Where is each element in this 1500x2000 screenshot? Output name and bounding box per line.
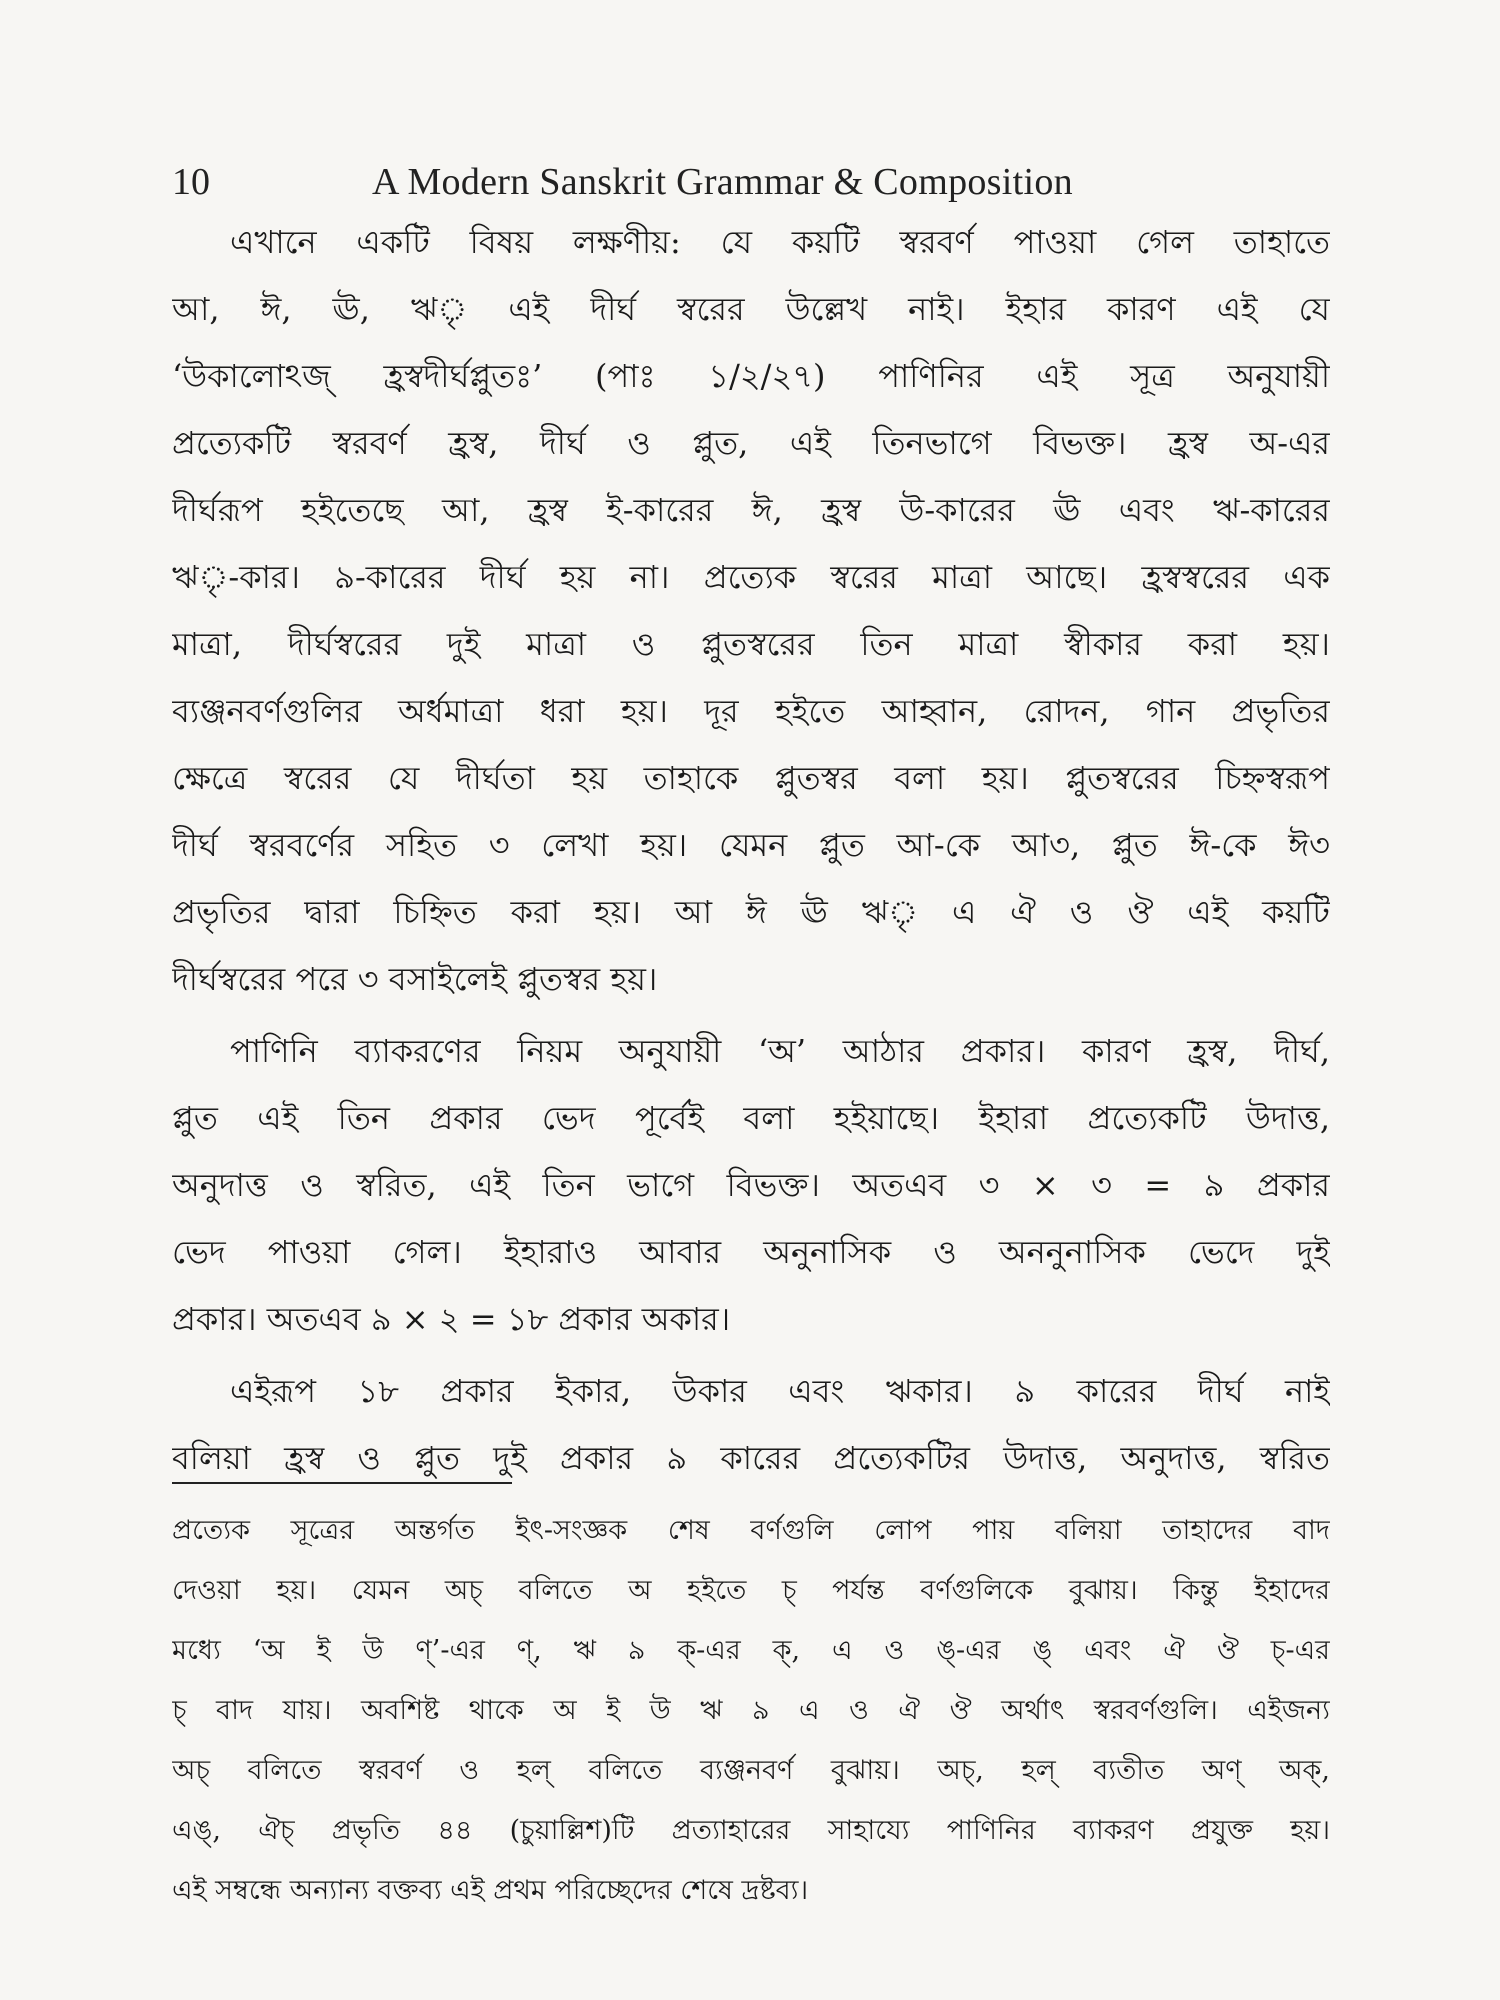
footnote-line: চ্ বাদ যায়। অবশিষ্ট থাকে অ ই উ ঋ ৯ এ ও ঐ ঔ অর্থাৎ স্বরবর্ণগুলি। এইজন্য <box>172 1695 1330 1726</box>
body-line: ব্যঞ্জনবর্ণগুলির অর্ধমাত্রা ধরা হয়। দূর হইতে আহ্বান, রোদন, গান প্রভৃতির <box>172 692 1330 730</box>
body-line: দীর্ঘ স্বরবর্ণের সহিত ৩ লেখা হয়। যেমন প্লুত আ-কে আ৩, প্লুত ঈ-কে ঈ৩ <box>172 826 1330 864</box>
body-line: এখানে একটি বিষয় লক্ষণীয়: যে কয়টি স্বরবর্ণ পাওয়া গেল তাহাতে <box>230 223 1330 261</box>
body-line: ‘উকালোঽজ্ হ্রস্বদীর্ঘপ্লুতঃ’ (পাঃ ১/২/২৭) পাণিনির এই সূত্র অনুযায়ী <box>172 357 1330 395</box>
body-line: ভেদ পাওয়া গেল। ইহারাও আবার অনুনাসিক ও অননুনাসিক ভেদে দুই <box>172 1233 1330 1271</box>
book-title: A Modern Sanskrit Grammar & Composition <box>372 161 1073 203</box>
body-line: প্রকার। অতএব ৯ × ২ = ১৮ প্রকার অকার। <box>172 1300 731 1338</box>
body-line: বলিয়া হ্রস্ব ও প্লুত দুই প্রকার ৯ কারের প্রত্যেকটির উদাত্ত, অনুদাত্ত, স্বরিত <box>172 1439 1330 1477</box>
body-line: দীর্ঘস্বরের পরে ৩ বসাইলেই প্লুতস্বর হয়। <box>172 960 658 998</box>
body-line: ঋৃ-কার। ৯-কারের দীর্ঘ হয় না। প্রত্যেক স্বরের মাত্রা আছে। হ্রস্বস্বরের এক <box>172 558 1330 596</box>
footnote-line: অচ্ বলিতে স্বরবর্ণ ও হল্ বলিতে ব্যঞ্জনবর্ণ বুঝায়। অচ্, হল্ ব্যতীত অণ্ অক্, <box>172 1755 1330 1786</box>
body-line: পাণিনি ব্যাকরণের নিয়ম অনুযায়ী ‘অ’ আঠার প্রকার। কারণ হ্রস্ব, দীর্ঘ, <box>230 1032 1330 1070</box>
page-number: 10 <box>172 161 210 203</box>
body-line: প্রত্যেকটি স্বরবর্ণ হ্রস্ব, দীর্ঘ ও প্লুত, এই তিনভাগে বিভক্ত। হ্রস্ব অ-এর <box>172 424 1330 462</box>
body-line: দীর্ঘরূপ হইতেছে আ, হ্রস্ব ই-কারের ঈ, হ্রস্ব উ-কারের ঊ এবং ঋ-কারের <box>172 491 1330 529</box>
footnote-rule <box>172 1482 512 1484</box>
body-line: আ, ঈ, ঊ, ঋৃ এই দীর্ঘ স্বরের উল্লেখ নাই। ইহার কারণ এই যে <box>172 290 1330 328</box>
body-line: মাত্রা, দীর্ঘস্বরের দুই মাত্রা ও প্লুতস্বরের তিন মাত্রা স্বীকার করা হয়। <box>172 625 1330 663</box>
body-line: প্লুত এই তিন প্রকার ভেদ পূর্বেই বলা হইয়াছে। ইহারা প্রত্যেকটি উদাত্ত, <box>172 1099 1330 1137</box>
footnote-line: এঙ্, ঐচ্ প্রভৃতি ৪৪ (চুয়াল্লিশ)টি প্রত্যাহারের সাহায্যে পাণিনির ব্যাকরণ প্রযুক্ত হয়। <box>172 1815 1330 1846</box>
body-line: অনুদাত্ত ও স্বরিত, এই তিন ভাগে বিভক্ত। অতএব ৩ × ৩ = ৯ প্রকার <box>172 1166 1330 1204</box>
body-line: প্রভৃতির দ্বারা চিহ্নিত করা হয়। আ ঈ ঊ ঋৃ এ ঐ ও ঔ এই কয়টি <box>172 893 1330 931</box>
footnote-line: প্রত্যেক সূত্রের অন্তর্গত ইৎ-সংজ্ঞক শেষ বর্ণগুলি লোপ পায় বলিয়া তাহাদের বাদ <box>172 1515 1330 1546</box>
running-header <box>172 160 1172 204</box>
footnote-line: এই সম্বন্ধে অন্যান্য বক্তব্য এই প্রথম পরিচ্ছেদের শেষে দ্রষ্টব্য। <box>172 1875 809 1906</box>
body-line: ক্ষেত্রে স্বরের যে দীর্ঘতা হয় তাহাকে প্লুতস্বর বলা হয়। প্লুতস্বরের চিহ্নস্বরূপ <box>172 759 1330 797</box>
footnote-line: দেওয়া হয়। যেমন অচ্ বলিতে অ হইতে চ্ পর্যন্ত বর্ণগুলিকে বুঝায়। কিন্তু ইহাদের <box>172 1575 1330 1606</box>
body-line: এইরূপ ১৮ প্রকার ইকার, উকার এবং ঋকার। ৯ কারের দীর্ঘ নাই <box>230 1372 1330 1410</box>
footnote-line: মধ্যে ‘অ ই উ ণ্’-এর ণ্, ঋ ৯ ক্-এর ক্, এ ও ঙ্-এর ঙ্ এবং ঐ ঔ চ্-এর <box>172 1635 1330 1666</box>
